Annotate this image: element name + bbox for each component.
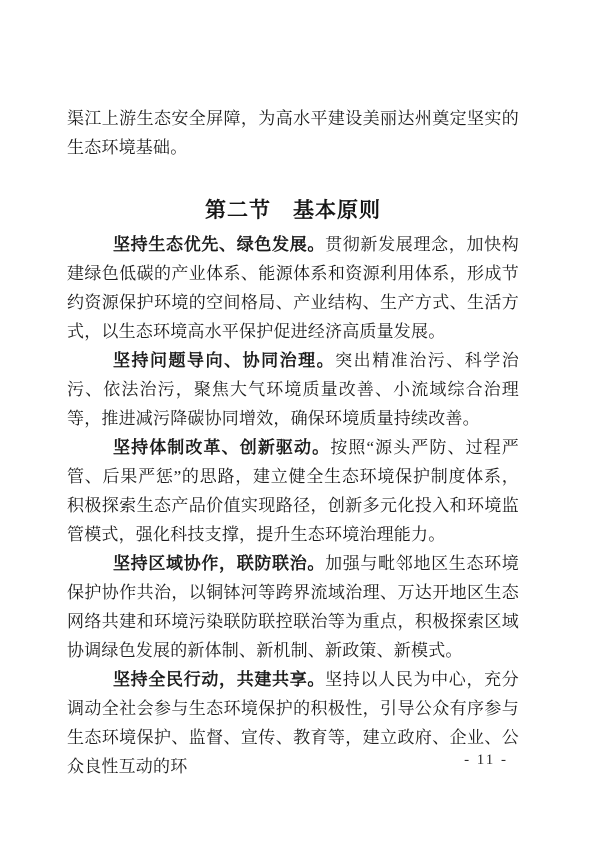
paragraph-lead: 坚持问题导向、协同治理。 bbox=[113, 351, 336, 370]
page-content bbox=[67, 104, 519, 781]
paragraph-lead: 坚持全民行动，共建共享。 bbox=[113, 670, 326, 689]
paragraph-body: 突出精准治污、科学治污、依法治污，聚焦大气环境质量改善、小流域综合治理等，推进减污降碳协同增效，确保环境质量持续改善。 bbox=[67, 351, 519, 428]
paragraph-body: 加强与毗邻地区生态环境保护协作共治，以铜钵河等跨界流域治理、万达开地区生态网络共建和环境污染联防联控联治等为重点，积极探索区域协调绿色发展的新体制、新机制、新政策、新模式。 bbox=[67, 554, 520, 660]
page-number: - 11 - bbox=[464, 752, 508, 768]
principle-paragraph bbox=[67, 346, 519, 433]
principle-paragraph bbox=[67, 665, 519, 781]
paragraph-lead: 坚持区域协作，联防联治。 bbox=[113, 554, 326, 573]
paragraph-body: 按照“源头严防、过程严管、后果严惩”的思路，建立健全生态环境保护制度体系，积极探索生态产品价值实现路径，创新多元化投入和环境监管模式，强化科技支撑，提升生态环境治理能力。 bbox=[67, 438, 519, 544]
intro-continuation-paragraph bbox=[67, 104, 519, 162]
paragraph-lead: 坚持体制改革、创新驱动。 bbox=[113, 438, 331, 457]
principle-paragraph bbox=[67, 433, 519, 549]
principle-paragraph bbox=[67, 549, 519, 665]
paragraph-body: 贯彻新发展理念，加快构建绿色低碳的产业体系、能源体系和资源利用体系，形成节约资源保护环境的空间格局、产业结构、生产方式、生活方式，以生态环境高水平保护促进经济高质量发展。 bbox=[67, 235, 520, 341]
principle-paragraph bbox=[67, 230, 519, 346]
intro-continuation-text: 渠江上游生态安全屏障，为高水平建设美丽达州奠定坚实的生态环境基础。 bbox=[67, 109, 519, 157]
section-heading: 第二节 基本原则 bbox=[205, 199, 381, 222]
paragraph-lead: 坚持生态优先、绿色发展。 bbox=[113, 235, 326, 254]
paragraph-body: 坚持以人民为中心，充分调动全社会参与生态环境保护的积极性，引导公众有序参与生态环境保护、监督、宣传、教育等，建立政府、企业、公众良性互动的环 bbox=[67, 670, 520, 776]
